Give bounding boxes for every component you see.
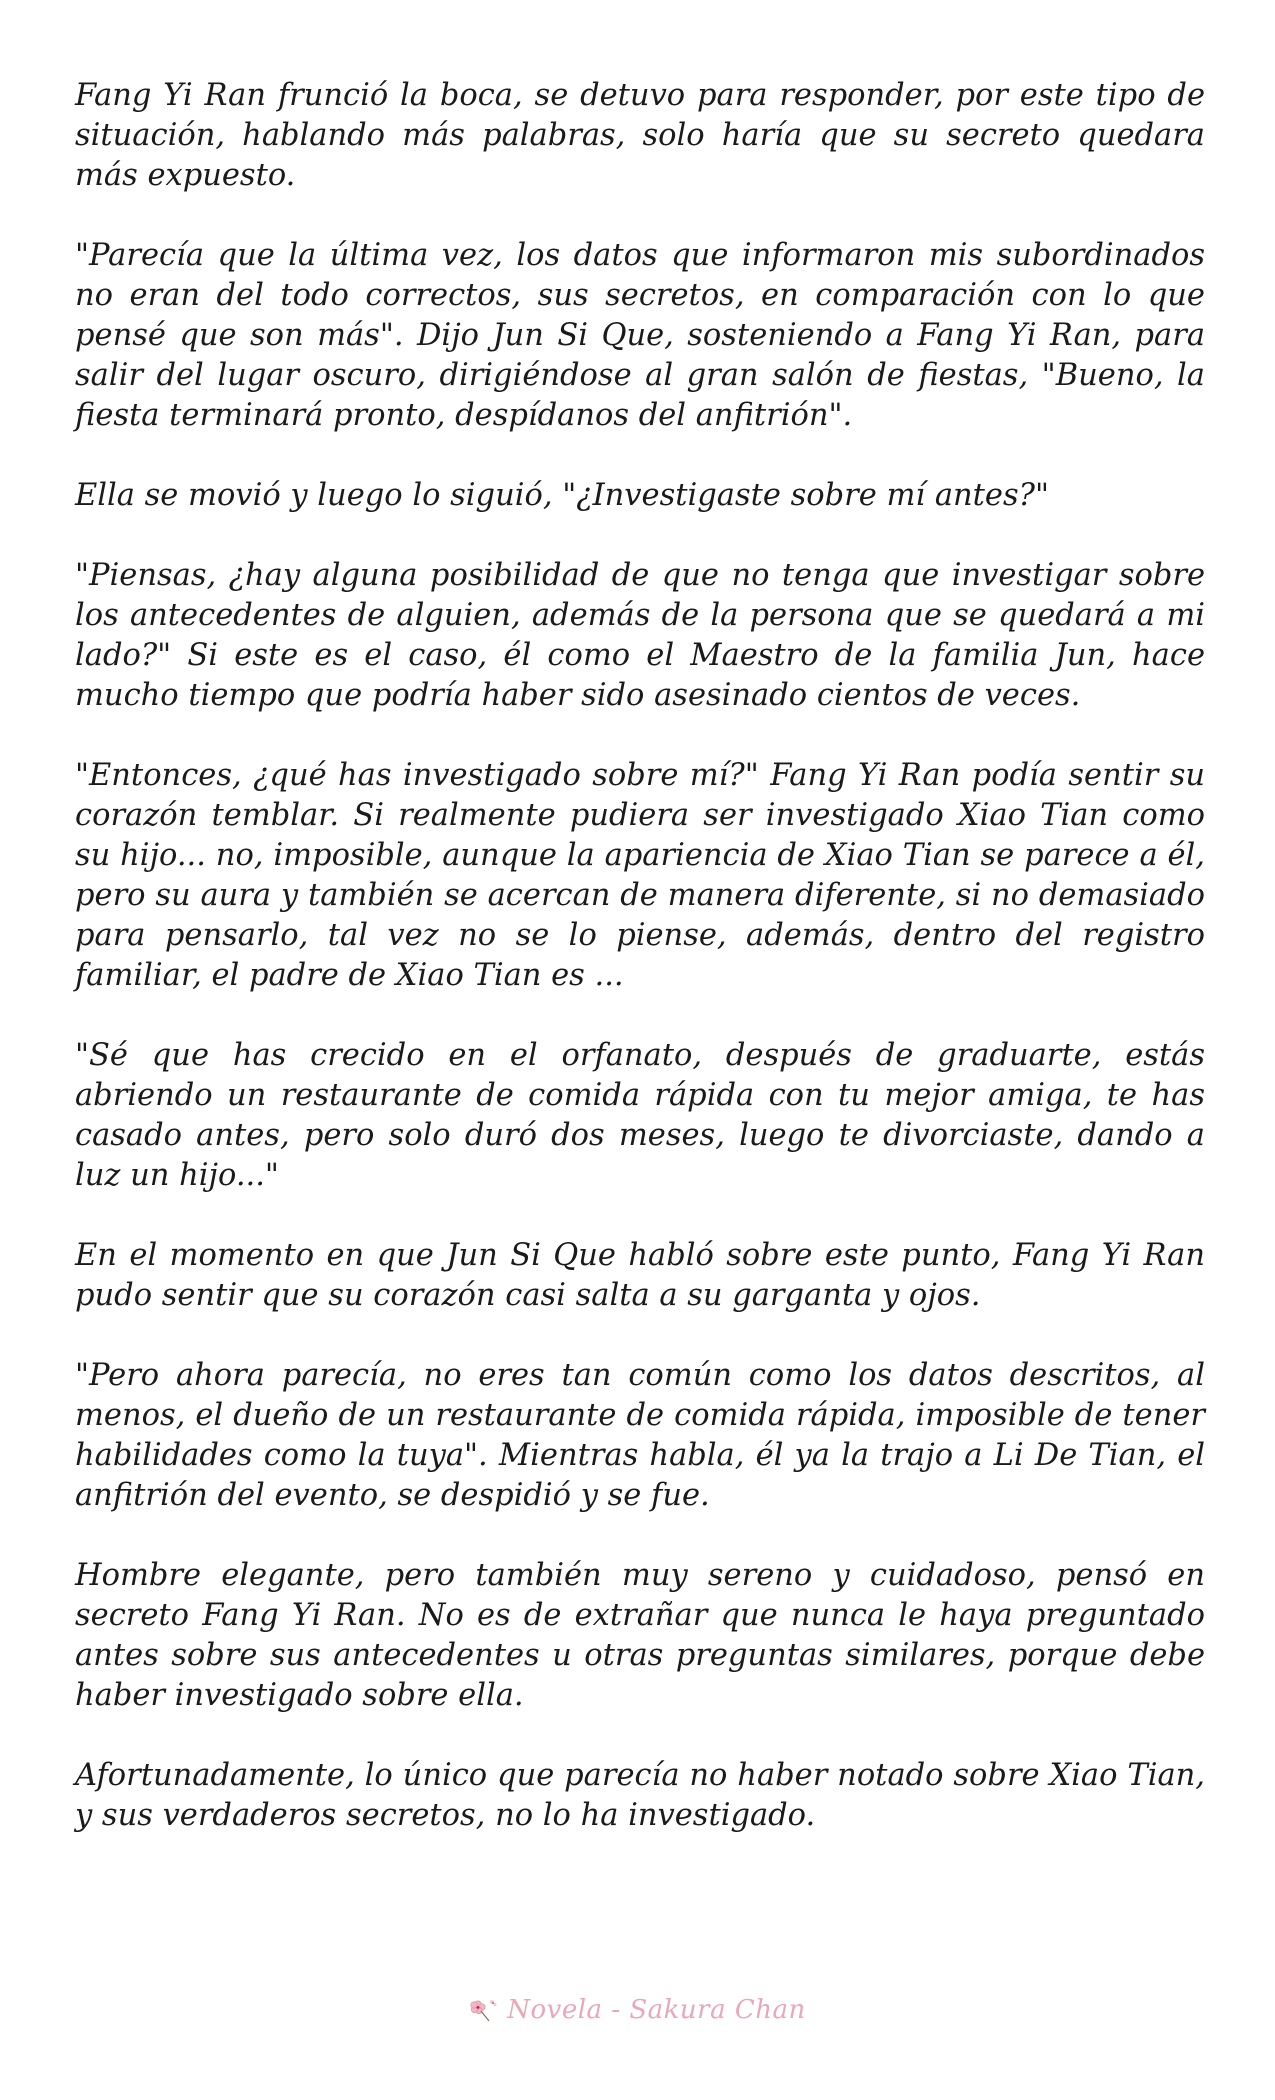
cherry-blossom-icon xyxy=(469,1997,499,2023)
paragraph-3: Ella se movió y luego lo siguió, "¿Investigaste sobre mí antes?" xyxy=(75,478,1050,513)
paragraph-10: Afortunadamente, lo único que parecía no haber notado sobre Xiao Tian, y sus verdaderos secretos, no lo ha investigado. xyxy=(75,1758,1205,1833)
paragraph-2: "Parecía que la última vez, los datos que informaron mis subordinados no eran del todo correctos, sus secretos, en comparación con lo que pensé que son más". Dijo Jun Si Que, sosteniendo a Fang Yi Ran, para salir del lugar oscuro, dirigiéndose al gran salón de fiestas, "Bueno, la fiesta terminará pronto, despídanos del anfitrión". xyxy=(75,238,1205,433)
paragraph-9: Hombre elegante, pero también muy sereno y cuidadoso, pensó en secreto Fang Yi Ran. No es de extrañar que nunca le haya preguntado antes sobre sus antecedentes u otras preguntas similares, porque debe haber investigado sobre ella. xyxy=(75,1558,1205,1713)
paragraph-4: "Piensas, ¿hay alguna posibilidad de que no tenga que investigar sobre los antecedentes de alguien, además de la persona que se quedará a mi lado?" Si este es el caso, él como el Maestro de la familia Jun, hace mucho tiempo que podría haber sido asesinado cientos de veces. xyxy=(75,558,1205,713)
paragraph-6: "Sé que has crecido en el orfanato, después de graduarte, estás abriendo un restaurante de comida rápida con tu mejor amiga, te has casado antes, pero solo duró dos meses, luego te divorciaste, dando a luz un hijo..." xyxy=(75,1038,1205,1193)
watermark-text: Novela - Sakura Chan xyxy=(507,1995,806,2025)
paragraph-8: "Pero ahora parecía, no eres tan común como los datos descritos, al menos, el dueño de un restaurante de comida rápida, imposible de tener habilidades como la tuya". Mientras habla, él ya la trajo a Li De Tian, el anfitrión del evento, se despidió y se fue. xyxy=(75,1358,1205,1513)
paragraph-1: Fang Yi Ran frunció la boca, se detuvo para responder, por este tipo de situación, hablando más palabras, solo haría que su secreto quedara más expuesto. xyxy=(75,78,1205,193)
watermark xyxy=(0,1990,1275,2030)
paragraph-5: "Entonces, ¿qué has investigado sobre mí?" Fang Yi Ran podía sentir su corazón temblar. Si realmente pudiera ser investigado Xiao Tian como su hijo... no, imposible, aunque la apariencia de Xiao Tian se parece a él, pero su aura y también se acercan de manera diferente, si no demasiado para pensarlo, tal vez no se lo piense, además, dentro del registro familiar, el padre de Xiao Tian es ... xyxy=(75,758,1205,993)
paragraph-7: En el momento en que Jun Si Que habló sobre este punto, Fang Yi Ran pudo sentir que su corazón casi salta a su garganta y ojos. xyxy=(75,1238,1205,1313)
document-body xyxy=(75,76,1205,1876)
